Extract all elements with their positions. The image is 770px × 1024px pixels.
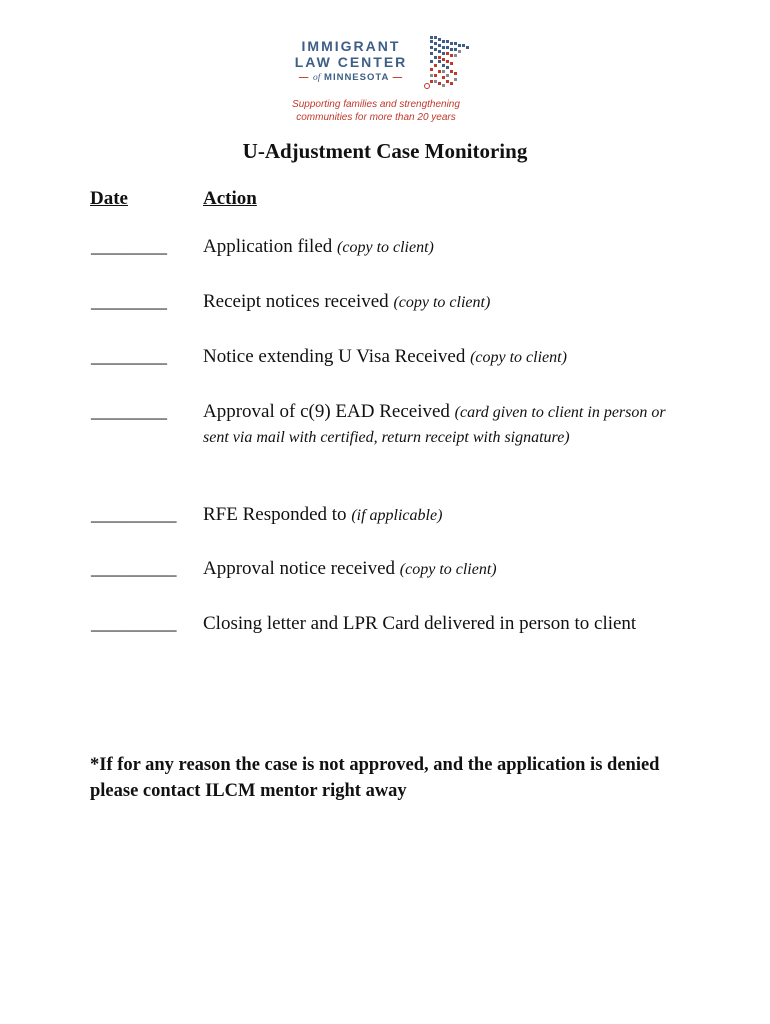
action-note: (card given to client in person or sent via mail with certified, return receipt with signature)	[203, 404, 666, 446]
logo-text-law-center: LAW CENTER	[294, 54, 408, 70]
action-note: (if applicable)	[351, 507, 443, 524]
logo-tagline: Supporting families and strengthening communities for more than 20 years	[292, 99, 460, 123]
minnesota-map-icon	[424, 34, 476, 94]
action-text: Notice extending U Visa Received (copy to client)	[203, 346, 567, 367]
logo-text-of-minnesota: — of MINNESOTA —	[298, 72, 404, 83]
date-blank[interactable]: ________	[91, 291, 167, 312]
action-note: (copy to client)	[393, 294, 491, 311]
action-text: Application filed (copy to client)	[203, 236, 434, 257]
logo-text-immigrant: IMMIGRANT	[301, 38, 401, 54]
date-blank[interactable]: _________	[91, 504, 177, 525]
date-blank[interactable]: ________	[91, 401, 167, 422]
action-note: (copy to client)	[470, 349, 567, 366]
organization-logo	[284, 34, 484, 126]
action-text: Approval notice received (copy to client)	[203, 558, 497, 579]
action-text: RFE Responded to (if applicable)	[203, 504, 443, 525]
action-text: Approval of c(9) EAD Received (card given to client in person or sent via mail with certified, return receipt with signature)	[203, 401, 666, 446]
action-text: Receipt notices received (copy to client)	[203, 291, 491, 312]
action-note: (copy to client)	[399, 561, 497, 578]
date-blank[interactable]: ________	[91, 346, 167, 367]
date-blank[interactable]: ________	[91, 236, 167, 257]
date-blank[interactable]: _________	[91, 558, 177, 579]
footer-note: *If for any reason the case is not approved, and the application is denied please contact ILCM mentor right away	[90, 755, 660, 801]
column-header-date: Date	[90, 188, 128, 209]
action-note: (copy to client)	[337, 239, 434, 256]
page-title: U-Adjustment Case Monitoring	[242, 139, 528, 163]
date-blank[interactable]: _________	[91, 613, 177, 634]
column-header-action: Action	[203, 188, 257, 209]
action-text: Closing letter and LPR Card delivered in person to client	[203, 613, 637, 634]
